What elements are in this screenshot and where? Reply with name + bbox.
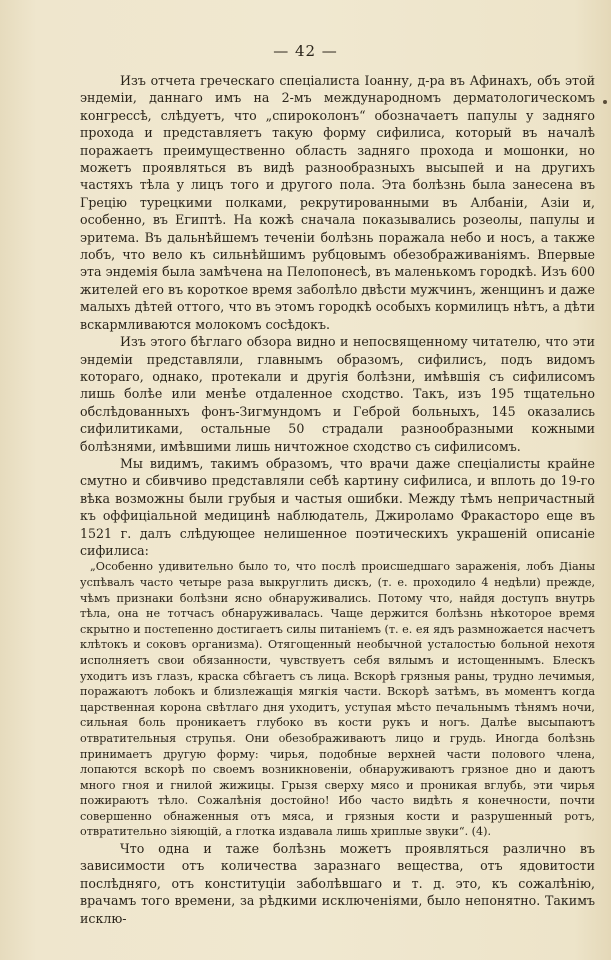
ink-speck bbox=[603, 100, 607, 104]
paragraph-variability: Что одна и таже болѣзнь можетъ проявляться различно въ зависимости отъ количества заразнаго вещества, отъ ядовитости послѣдняго, отъ конституціи заболѣвшаго и т. д. это, къ сожалѣнію, врачамъ того времени, за рѣдкими исключеніями, было непонятно. Такимъ исклю- bbox=[80, 841, 595, 926]
paragraph-fracastoro-intro: Мы видимъ, такимъ образомъ, что врачи даже спеціалисты крайне смутно и сбивчиво представляли себѣ картину сифилиса, и вплоть до 19-го вѣка возможны были грубыя и частыя ошибки. Между тѣмъ непричастный къ оффиціальной медицинѣ наблюдатель, Джироламо Фракасторо еще въ 1521 г. далъ слѣдующее нелишенное поэтическихъ украшеній описаніе сифилиса: bbox=[80, 455, 595, 558]
fracastoro-quote: „Особенно удивительно было то, что послѣ происшедшаго зараженія, лобъ Діаны успѣвалъ часто четыре раза выкруглить дискъ, (т. е. проходило 4 недѣли) прежде, чѣмъ признаки болѣзни ясно обнаруживались. Потому что, найдя доступъ внутрь тѣла, она не тотчасъ обнаруживалась. Чаще держится болѣзнь нѣкоторое время скрытно и постепенно достигаетъ силы питаніемъ (т. е. ея ядъ размножается насчетъ клѣтокъ и соковъ организма). Отягощенный необычной усталостью больной нехотя исполняетъ свои обязанности, чувствуетъ себя вялымъ и истощеннымъ. Блескъ уходитъ изъ глазъ, краска сбѣгаетъ съ лица. Вскорѣ грязныя раны, трудно лечимыя, поражаютъ лобокъ и близлежащія мягкія части. Вскорѣ затѣмъ, въ моментъ когда царственная корона свѣтлаго дня уходитъ, уступая мѣсто печальнымъ тѣнямъ ночи, сильная боль проникаетъ глубоко въ кости рукъ и ногъ. Далѣе высыпаютъ отвратительныя струпья. Они обезображиваютъ лицо и грудь. Иногда болѣзнь принимаетъ другую форму: чирья, подобные верхней части полового члена, лопаются вскорѣ по своемъ возникновеніи, обнаруживаютъ грязное дно и даютъ много гноя и гнилой жижицы. Грызя сверху мясо и проникая вглубь, эти чирья пожираютъ тѣло. Сожалѣнія достойно! Ибо часто видѣть я конечности, почти совершенно обнаженныя отъ мяса, и грязныя кости и разрушенный ротъ, отвратительно зіяющій, а глотка издавала лишь хриплые звуки“. (4). bbox=[80, 560, 595, 839]
page-number: — 42 — bbox=[273, 42, 338, 60]
body-text bbox=[80, 72, 595, 927]
paragraph-ioannu-report: Изъ отчета греческаго спеціалиста Іоанну, д-ра въ Афинахъ, объ этой эндеміи, даннаго имъ на 2-мъ международномъ дерматологическомъ конгрессѣ, слѣдуетъ, что „спироколонъ“ обозначаетъ папулы у задняго прохода и представляетъ такую форму сифилиса, который въ началѣ поражаетъ преимущественно область задняго прохода и мошонки, но можетъ проявляться въ видѣ разнообразныхъ высыпей и на другихъ частяхъ тѣла у лицъ того и другого пола. Эта болѣзнь была занесена въ Грецію турецкими полками, рекрутированными въ Албаніи, Азіи и, особенно, въ Египтѣ. На кожѣ сначала показывались розеолы, папулы и эритема. Въ дальнѣйшемъ теченіи болѣзнь поражала небо и носъ, а также лобъ, что вело къ сильнѣйшимъ рубцовымъ обезображиваніямъ. Впервые эта эндемія была замѣчена на Пелопонесѣ, въ маленькомъ городкѣ. Изъ 600 жителей его въ короткое время заболѣло двѣсти мужчинъ, женщинъ и даже малыхъ дѣтей оттого, что въ этомъ городкѣ особыхъ кормилицъ нѣтъ, а дѣти вскармливаются молокомъ сосѣдокъ. bbox=[80, 73, 595, 332]
paragraph-overview: Изъ этого бѣглаго обзора видно и непосвященному читателю, что эти эндеміи представляли, главнымъ образомъ, сифилисъ, подъ видомъ котораго, однако, протекали и другія болѣзни, имѣвшія съ сифилисомъ лишь болѣе или менѣе отдаленное сходство. Такъ, изъ 195 тщательно обслѣдованныхъ фонъ-Зигмундомъ и Геброй больныхъ, 145 оказались сифилитиками, остальные 50 страдали разнообразными кожными болѣзнями, имѣвшими лишь ничтожное сходство съ сифилисомъ. bbox=[80, 334, 595, 454]
